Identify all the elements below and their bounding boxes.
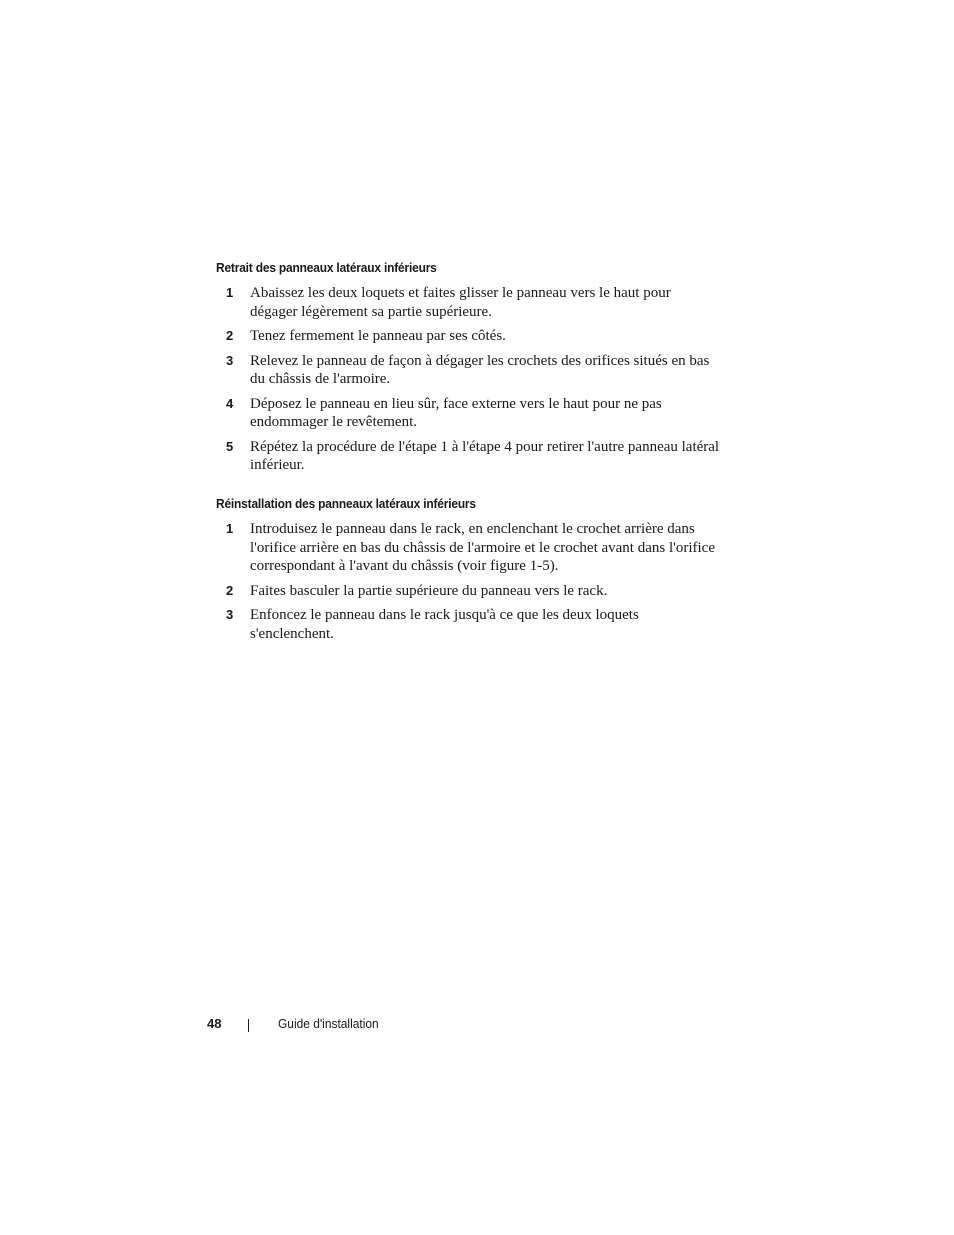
page-footer <box>207 1015 607 1035</box>
step-item <box>216 395 736 432</box>
step-number: 3 <box>226 352 234 368</box>
step-item <box>216 582 736 601</box>
step-item <box>216 284 736 321</box>
page-number: 48 <box>207 1016 222 1031</box>
step-item <box>216 606 736 643</box>
step-item <box>216 438 736 475</box>
document-title: Guide d'installation <box>278 1016 379 1031</box>
step-number: 5 <box>226 438 234 454</box>
step-text: Faites basculer la partie supérieure du panneau vers le rack. <box>250 582 608 599</box>
step-text: Répétez la procédure de l'étape 1 à l'étape 4 pour retirer l'autre panneau latéral inférieur. <box>250 438 720 473</box>
step-number: 1 <box>226 521 234 536</box>
step-text: Relevez le panneau de façon à dégager les crochets des orifices situés en bas du châssis de l'armoire. <box>250 352 710 387</box>
step-list <box>216 520 736 643</box>
step-text: Enfoncez le panneau dans le rack jusqu'à ce que les deux loquets s'enclenchent. <box>250 607 639 642</box>
step-number: 1 <box>226 285 234 300</box>
step-number: 2 <box>226 582 234 598</box>
step-item <box>216 520 736 576</box>
section-heading: Réinstallation des panneaux latéraux inférieurs <box>216 496 476 511</box>
step-item <box>216 352 736 389</box>
step-number: 2 <box>226 328 234 343</box>
section-heading: Retrait des panneaux latéraux inférieurs <box>216 260 437 275</box>
step-list <box>216 284 736 475</box>
section-reinstallation <box>216 495 736 649</box>
footer-divider <box>248 1019 249 1032</box>
step-text: Déposez le panneau en lieu sûr, face externe vers le haut pour ne pas endommager le revêtement. <box>250 395 662 430</box>
step-text: Abaissez les deux loquets et faites glisser le panneau vers le haut pour dégager légèrement sa partie supérieure. <box>250 285 671 320</box>
section-removal <box>216 259 736 481</box>
step-item <box>216 327 736 346</box>
step-text: Tenez fermement le panneau par ses côtés. <box>250 328 506 344</box>
step-text: Introduisez le panneau dans le rack, en enclenchant le crochet arrière dans l'orifice arrière en bas du châssis de l'armoire et le crochet avant dans l'orifice correspondant à l'avant du châssis (voir figure 1-5). <box>250 521 715 574</box>
step-number: 4 <box>226 395 234 411</box>
step-number: 3 <box>226 607 234 622</box>
